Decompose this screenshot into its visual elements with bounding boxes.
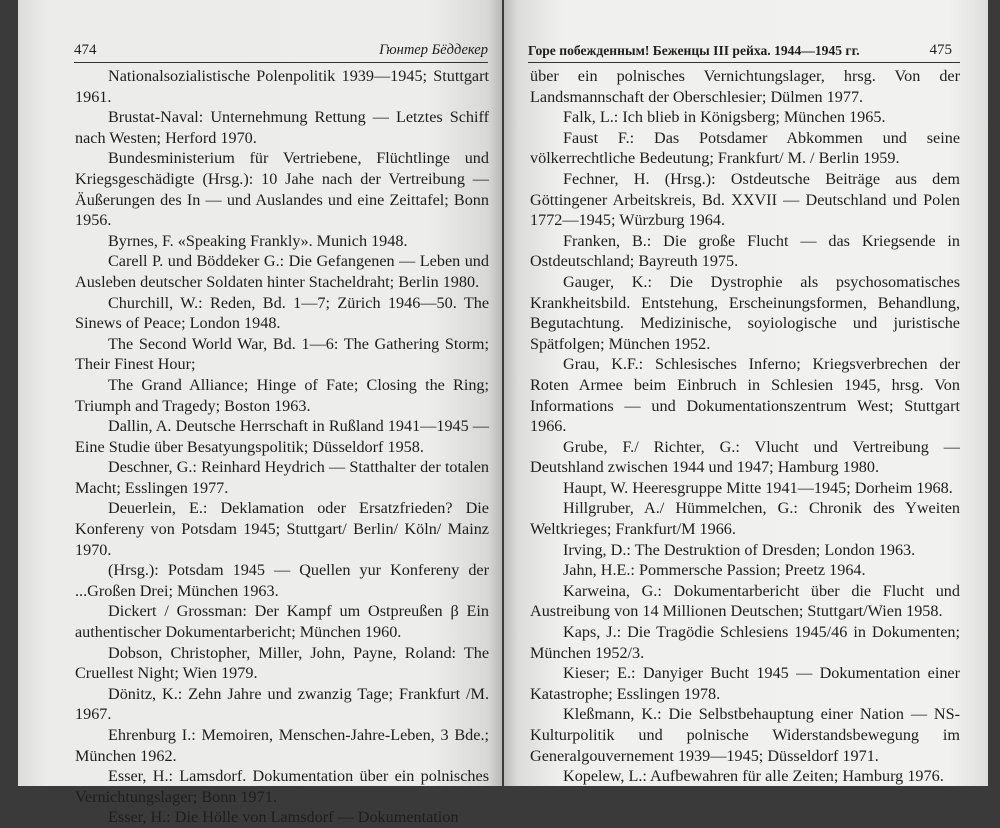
bibliography-entry: Churchill, W.: Reden, Bd. 1—7; Zürich 1946—50. The Sinews of Peace; London 1948. — [75, 293, 489, 333]
page-header — [74, 38, 488, 63]
bibliography-entry: Grau, K.F.: Schlesisches Inferno; Kriegsverbrechen der Roten Armee beim Einbruch in Schlesien 1945, hrsg. Von Informations — und Dokumentationszentrum West; Stuttgart 1966. — [530, 355, 960, 436]
bibliography-entry: Dickert / Grossman: Der Kampf um Ostpreußen β Ein authentischer Dokumentarbericht; München 1960. — [75, 602, 489, 642]
bibliography-entry: (Hrsg.): Potsdam 1945 — Quellen yur Konfereny der ...Großen Drei; München 1963. — [75, 561, 489, 600]
running-title: Горе побежденным! Беженцы III рейха. 1944—1945 гг. — [528, 43, 860, 58]
bibliography-entry: Gauger, K.: Die Dystrophie als psychosomatisches Krankheitsbild. Entstehung, Erscheinungsformen, Behandlung, Begutachtung. Medizinische, soyiologische und juristische Spätfolgen; München 1952. — [530, 272, 960, 353]
page-header — [528, 38, 960, 63]
bibliography-entry: Karweina, G.: Dokumentarbericht über die Flucht und Austreibung von 14 Millionen Deutschen; Stuttgart/Wien 1958. — [530, 581, 960, 621]
page-number: 475 — [929, 42, 952, 58]
bibliography-entry: The Grand Alliance; Hinge of Fate; Closing the Ring; Triumph and Tragedy; Boston 1963. — [75, 375, 489, 415]
bibliography-entry: Franken, B.: Die große Flucht — das Kriegsende in Ostdeutschland; Bayreuth 1975. — [530, 231, 960, 271]
bibliography-entry: Byrnes, F. «Speaking Frankly». Munich 1948. — [108, 231, 408, 250]
left-page — [18, 0, 502, 827]
bibliography-entry: Esser, H.: Die Hölle von Lamsdorf — Dokumentation — [108, 808, 459, 827]
bibliography-entry: Deuerlein, E.: Deklamation oder Ersatzfrieden? Die Konfereny von Potsdam 1945; Stuttgart/ Berlin/ Köln/ Mainz 1970. — [75, 499, 489, 559]
bibliography-entry: Brustat-Naval: Unternehmung Rettung — Letztes Schiff nach Westen; Herford 1970. — [75, 108, 489, 147]
bibliography-entry: Kaps, J.: Die Tragödie Schlesiens 1945/46 in Dokumenten; München 1952/3. — [530, 623, 960, 662]
bibliography-text — [530, 66, 960, 787]
bibliography-entry: Bundesministerium für Vertriebene, Flüchtlinge und Kriegsgeschädigte (Hrsg.): 10 Jahe nach der Vertreibung — Äußerungen des In — und Auslandes und eine Zeittafel; Bonn 1956. — [75, 149, 489, 230]
bibliography-entry: Ehrenburg I.: Memoiren, Menschen-Jahre-Leben, 3 Bde.; München 1962. — [75, 726, 489, 765]
bibliography-text — [75, 66, 489, 828]
bibliography-entry: Nationalsozialistische Polenpolitik 1939—1945; Stuttgart 1961. — [75, 67, 489, 106]
bibliography-entry: Haupt, W. Heeresgruppe Mitte 1941—1945; Dorheim 1968. — [563, 478, 953, 497]
page-number: 474 — [74, 42, 97, 58]
bibliography-entry: The Second World War, Bd. 1—6: The Gathering Storm; Their Finest Hour; — [75, 334, 489, 374]
bibliography-entry: Irving, D.: The Destruktion of Dresden; London 1963. — [563, 540, 916, 559]
bibliography-entry: Grube, F./ Richter, G.: Vlucht und Vertreibung — Deutshland zwischen 1944 und 1947; Hamburg 1980. — [530, 437, 960, 477]
bibliography-entry: Dobson, Christopher, Miller, John, Payne, Roland: The Cruellest Night; Wien 1979. — [75, 643, 489, 683]
bibliography-entry: Dönitz, K.: Zehn Jahre und zwanzig Tage; Frankfurt /M. 1967. — [75, 684, 489, 724]
bibliography-entry: Kieser; E.: Danyiger Bucht 1945 — Dokumentation einer Katastrophe; Esslingen 1978. — [530, 664, 960, 703]
bibliography-entry: Kopelew, L.: Aufbewahren für alle Zeiten; Hamburg 1976. — [563, 767, 944, 786]
bibliography-entry: Kleßmann, K.: Die Selbstbehauptung einer Nation — NS-Kulturpolitik und polnische Widerstandsbewegung im Generalgouvernement 1939—1945; Düsseldorf 1971. — [530, 705, 960, 765]
running-title: Гюнтер Бёддекер — [379, 42, 488, 58]
bibliography-entry: Faust F.: Das Potsdamer Abkommen und seine völkerrechtliche Bedeutung; Frankfurt/ M. / Berlin 1959. — [530, 128, 960, 168]
bibliography-entry: Falk, L.: Ich blieb in Königsberg; München 1965. — [563, 108, 886, 127]
bibliography-entry-continuation: über ein polnisches Vernichtungslager, hrsg. Von der Landsmannschaft der Oberschlesier; Dülmen 1977. — [530, 67, 960, 106]
bibliography-entry: Fechner, H. (Hrsg.): Ostdeutsche Beiträge aus dem Göttingener Arbeitskreis, Bd. XXVII — Deutschland und Polen 1772—1945; Würzburg 1964. — [530, 169, 960, 230]
right-page — [504, 0, 988, 786]
bibliography-entry: Esser, H.: Lamsdorf. Dokumentation über ein polnisches Vernichtungslager; Bonn 1971. — [75, 767, 489, 806]
bibliography-entry: Carell P. und Böddeker G.: Die Gefangenen — Leben und Ausleben deutscher Soldaten hinter Stacheldraht; Berlin 1980. — [75, 252, 489, 291]
bibliography-entry: Deschner, G.: Reinhard Heydrich — Statthalter der totalen Macht; Esslingen 1977. — [75, 458, 489, 497]
bibliography-entry: Dallin, A. Deutsche Herrschaft in Rußland 1941—1945 — Eine Studie über Besatyungspolitik; Düsseldorf 1958. — [75, 417, 489, 456]
bibliography-entry: Jahn, H.E.: Pommersche Passion; Preetz 1964. — [563, 561, 866, 580]
bibliography-entry: Hillgruber, A./ Hümmelchen, G.: Chronik des Yweiten Weltkrieges; Frankfurt/M 1966. — [530, 499, 960, 539]
